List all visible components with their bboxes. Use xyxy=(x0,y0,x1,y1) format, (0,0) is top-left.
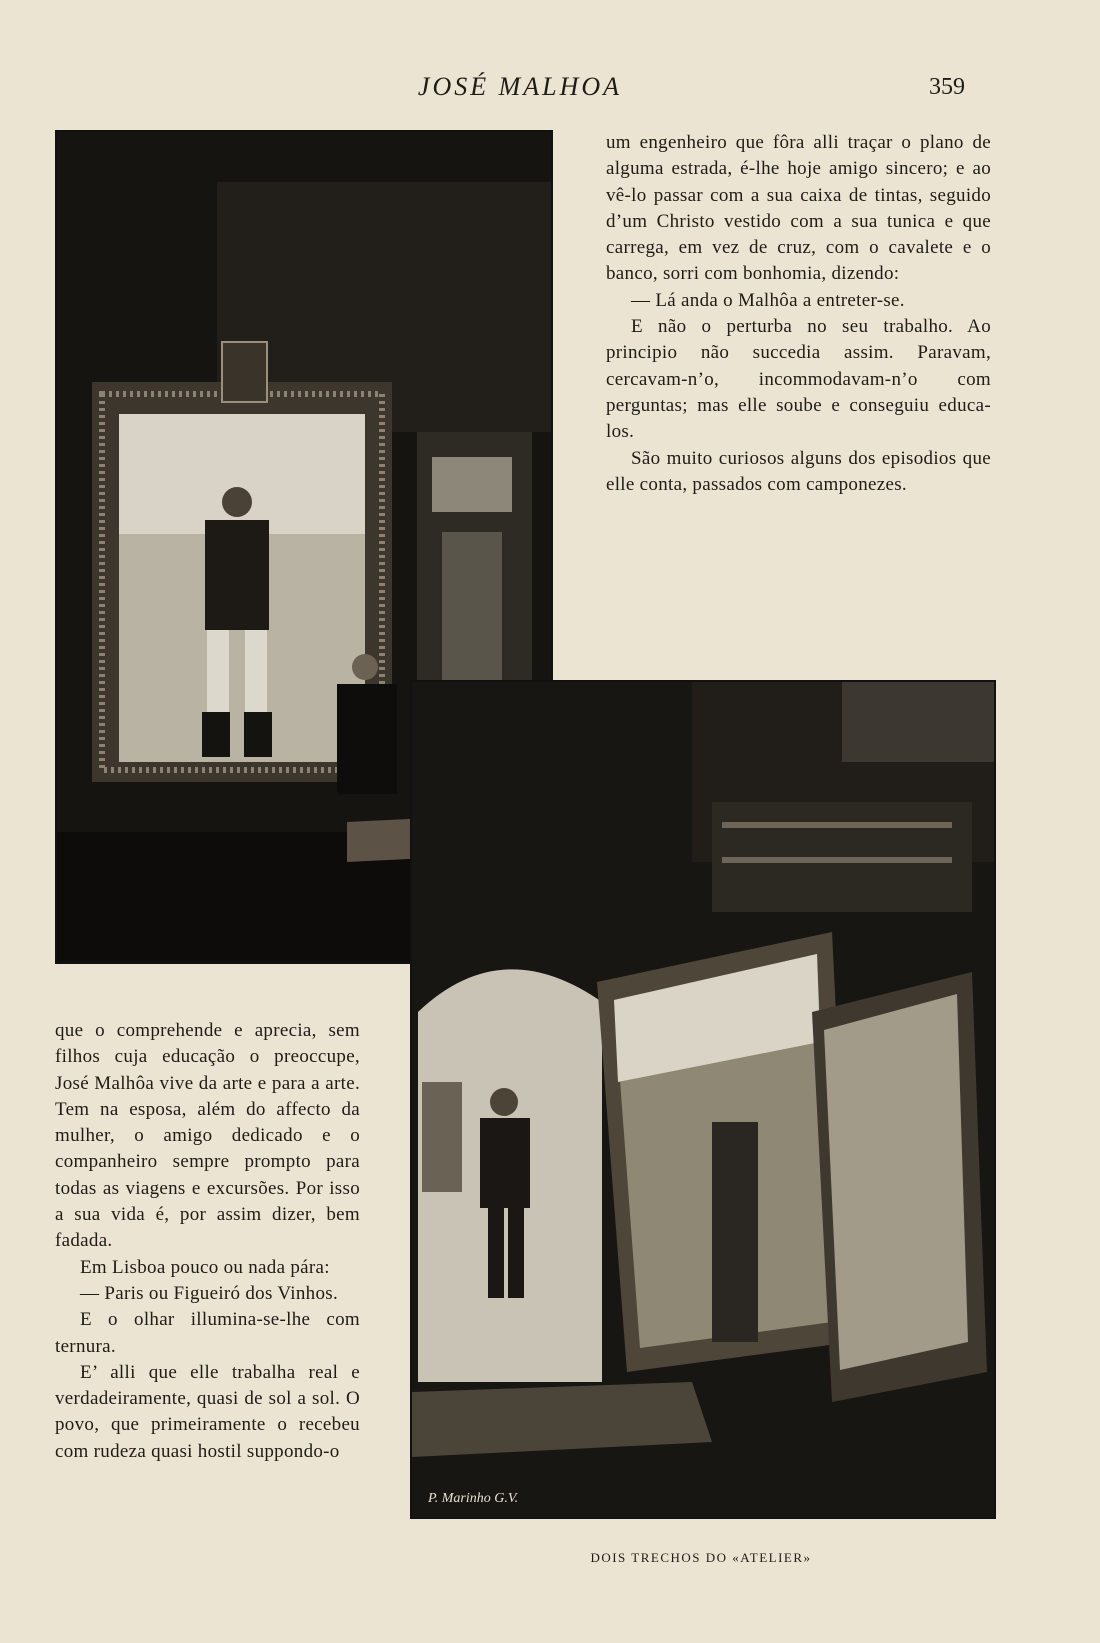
atelier-photo-bottom xyxy=(410,680,996,1519)
paragraph: E’ alli que elle trabalha real e verdadeiramente, quasi de sol a sol. O povo, que primeiramente o recebeu com rudeza quasi hostil suppondo-o xyxy=(55,1361,360,1462)
paragraph: E não o perturba no seu trabalho. Ao principio não succedia assim. Paravam, cercavam-n’o, incommodavam-n’o com perguntas; mas elle soube e conseguiu educa-los. xyxy=(606,316,991,443)
photo-caption: DOIS TRECHOS DO «ATELIER» xyxy=(590,1550,812,1565)
page-header-title: JOSÉ MALHOA xyxy=(417,72,623,101)
paragraph: — Paris ou Figueiró dos Vinhos. xyxy=(80,1282,338,1304)
paragraph: que o comprehende e aprecia, sem filhos cuja educação o preoccupe, José Malhôa vive da arte e para a arte. Tem na esposa, além do affecto da mulher, o amigo dedicado e o companheiro sempre prompto para todas as viagens e excursões. Por isso a sua vida é, por assim dizer, bem fadada. xyxy=(55,1020,360,1252)
paragraph: Em Lisboa pouco ou nada pára: xyxy=(80,1256,330,1278)
left-text-column xyxy=(55,1018,360,1465)
right-text-column xyxy=(606,130,991,498)
paragraph: São muito curiosos alguns dos episodios que elle conta, passados com camponezes. xyxy=(606,447,991,495)
paragraph: E o olhar illumina-se-lhe com ternura. xyxy=(55,1309,360,1357)
paragraph: um engenheiro que fôra alli traçar o plano de alguma estrada, é-lhe hoje amigo sincero; e ao vê-lo passar com a sua caixa de tintas, seguido d’um Christo vestido com a sua tunica e que carrega, em vez de cruz, com o cavalete e o banco, sorri com bonhomia, dizendo: xyxy=(606,132,991,285)
photographer-signature: P. Marinho G.V. xyxy=(428,1491,519,1506)
page-number: 359 xyxy=(929,74,965,100)
paragraph: — Lá anda o Malhôa a entreter-se. xyxy=(631,289,905,311)
